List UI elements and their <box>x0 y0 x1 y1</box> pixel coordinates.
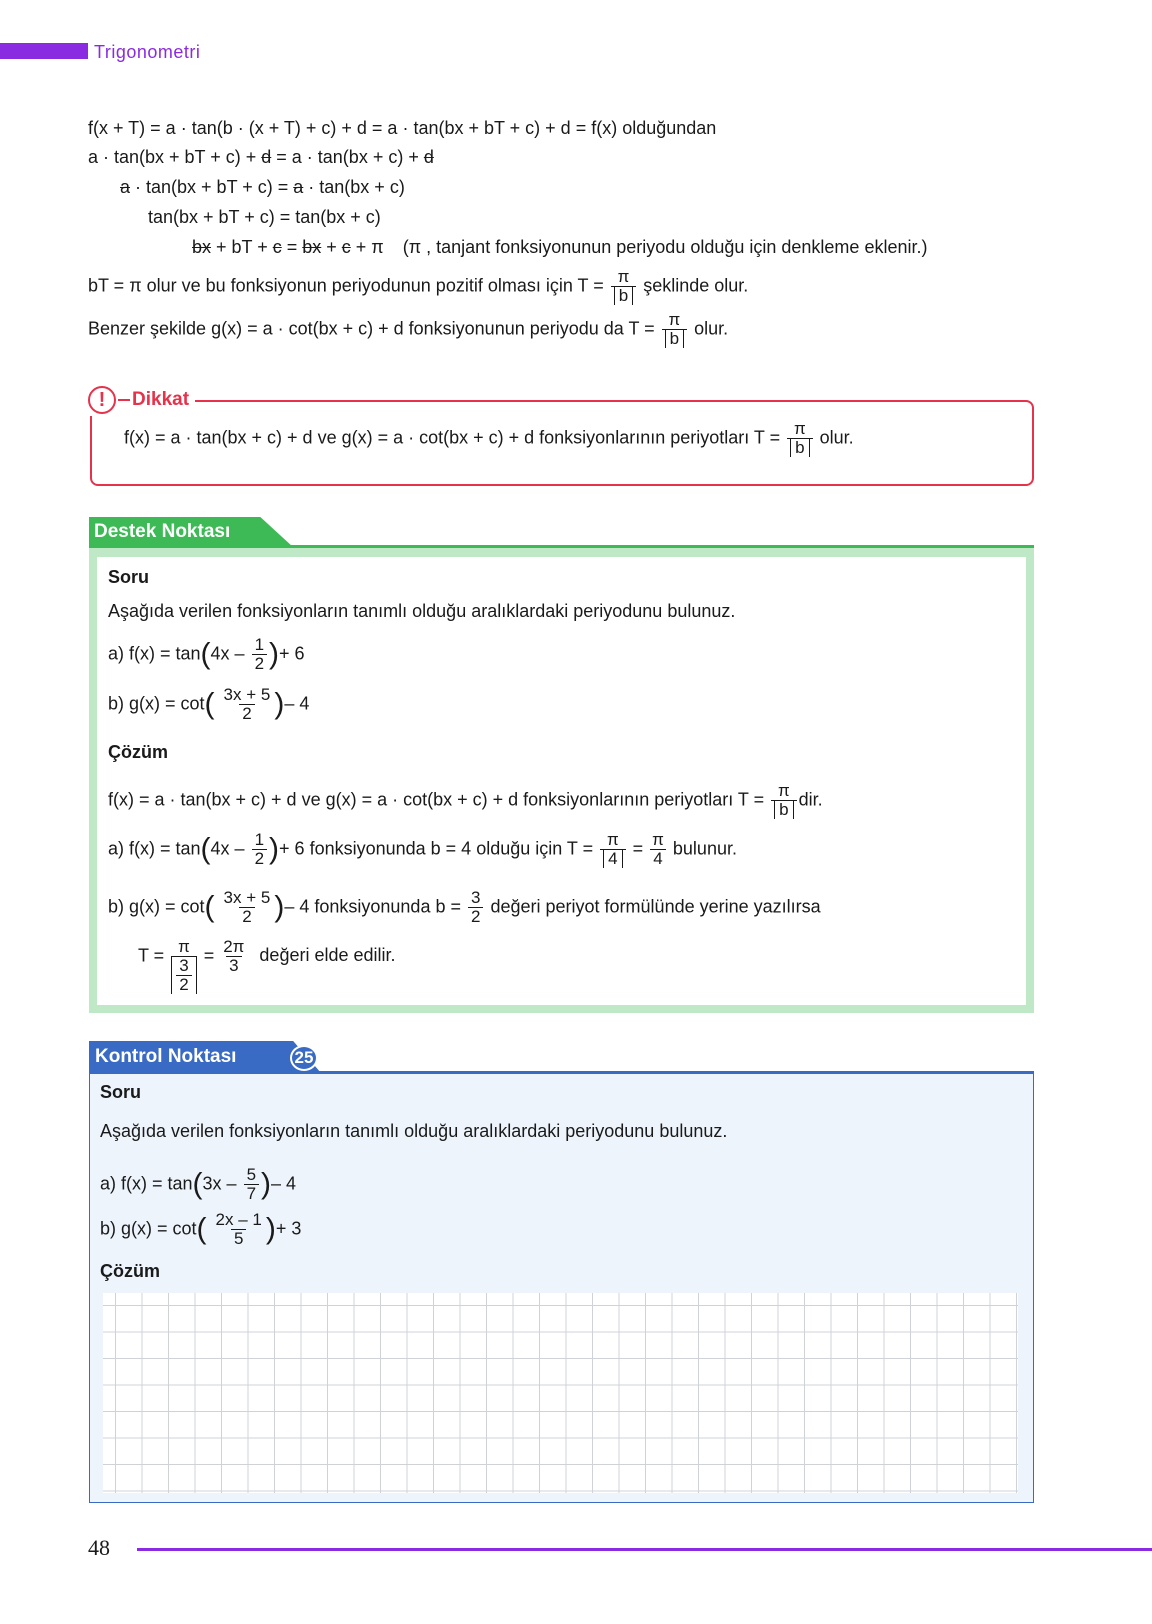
dikkat-text: f(x) = a · tan(bx + c) + d ve g(x) = a · cot(bx + c) + d fonksiyonlarının periyotları T = $\frac{\pi}{b}$ olur. <box>124 419 854 457</box>
kontrol-question-a: a) f(x) = tan(3x – $\frac{5}{7}$ )– 4 <box>100 1165 297 1203</box>
destek-tab-label: Destek Noktası <box>94 521 231 542</box>
destek-solution-1: f(x) = a · tan(bx + c) + d ve g(x) = a · cot(bx + c) + d fonksiyonlarının periyotları T = $\frac{\pi}{b}$ dir. <box>108 781 823 819</box>
period-fraction: $\frac{\pi}{b}$ <box>611 268 636 305</box>
header-accent-bar <box>0 43 88 59</box>
derivation-line-6: bT = π olur ve bu fonksiyonun periyodunun pozitif olması için T = $\frac{\pi}{b}$ şeklinde olur. <box>88 267 749 305</box>
kontrol-soru-title: Soru <box>100 1082 142 1102</box>
derivation-line-5: bx + bT + c = bx + c + π (π , tanjant fonksiyonunun periyodu olduğu için denkleme eklenir.) <box>192 237 928 257</box>
kontrol-cozum-title: Çözüm <box>100 1261 160 1281</box>
warning-icon: ! <box>88 386 116 414</box>
dikkat-dash <box>118 399 130 402</box>
chapter-title: Trigonometri <box>94 42 201 62</box>
page-number: 48 <box>88 1535 110 1560</box>
destek-question: Aşağıda verilen fonksiyonların tanımlı olduğu aralıklardaki periyodunu bulunuz. <box>108 601 736 621</box>
derivation-line-3: a · tan(bx + bT + c) = a · tan(bx + c) <box>120 177 405 197</box>
destek-solution-a: a) f(x) = tan(4x – $\frac{1}{2}$ )+ 6 fonksiyonunda b = 4 olduğu için T = $\frac{\pi}{4}$ = $\frac{\pi}{4}$ bulunur. <box>108 830 737 868</box>
dikkat-period-fraction: $\frac{\pi}{b}$ <box>787 420 812 457</box>
derivation-line-2: a · tan(bx + bT + c) + d = a · tan(bx + c) + d <box>88 147 434 167</box>
destek-solution-result: T = $\frac{\pi}{\frac{3}{2}}$ = $\frac{2\pi}{3}$ değeri elde edilir. <box>138 937 396 994</box>
kontrol-tab-label: Kontrol Noktası <box>95 1046 237 1067</box>
derivation-line-7: Benzer şekilde g(x) = a · cot(bx + c) + d fonksiyonunun periyodu da T = $\frac{\pi}{b}$ olur. <box>88 310 729 348</box>
destek-question-a: a) f(x) = tan(4x – $\frac{1}{2}$ )+ 6 <box>108 635 305 673</box>
destek-question-b: b) g(x) = cot( $\frac{3x + 5}{2}$ )– 4 <box>108 685 310 723</box>
dikkat-header <box>88 384 195 416</box>
kontrol-number-badge: 25 <box>290 1045 318 1071</box>
destek-soru-title: Soru <box>108 567 150 587</box>
destek-solution-b: b) g(x) = cot( $\frac{3x + 5}{2}$ )– 4 fonksiyonunda b = $\frac{3}{2}$ değeri periyot formülünde yerine yazılırsa <box>108 888 821 926</box>
period-fraction-cot: $\frac{\pi}{b}$ <box>662 311 687 348</box>
kontrol-question-b: b) g(x) = cot( $\frac{2x - 1}{5}$ )+ 3 <box>100 1210 302 1248</box>
answer-grid-area[interactable] <box>103 1293 1018 1493</box>
destek-cozum-title: Çözüm <box>108 742 168 762</box>
footer-line <box>137 1548 1152 1551</box>
derivation-line-4: tan(bx + bT + c) = tan(bx + c) <box>148 207 381 227</box>
derivation-line-1: f(x + T) = a · tan(b · (x + T) + c) + d = a · tan(bx + bT + c) + d = f(x) olduğundan <box>88 118 717 138</box>
dikkat-label: Dikkat <box>132 389 190 410</box>
kontrol-question: Aşağıda verilen fonksiyonların tanımlı olduğu aralıklardaki periyodunu bulunuz. <box>100 1121 728 1141</box>
